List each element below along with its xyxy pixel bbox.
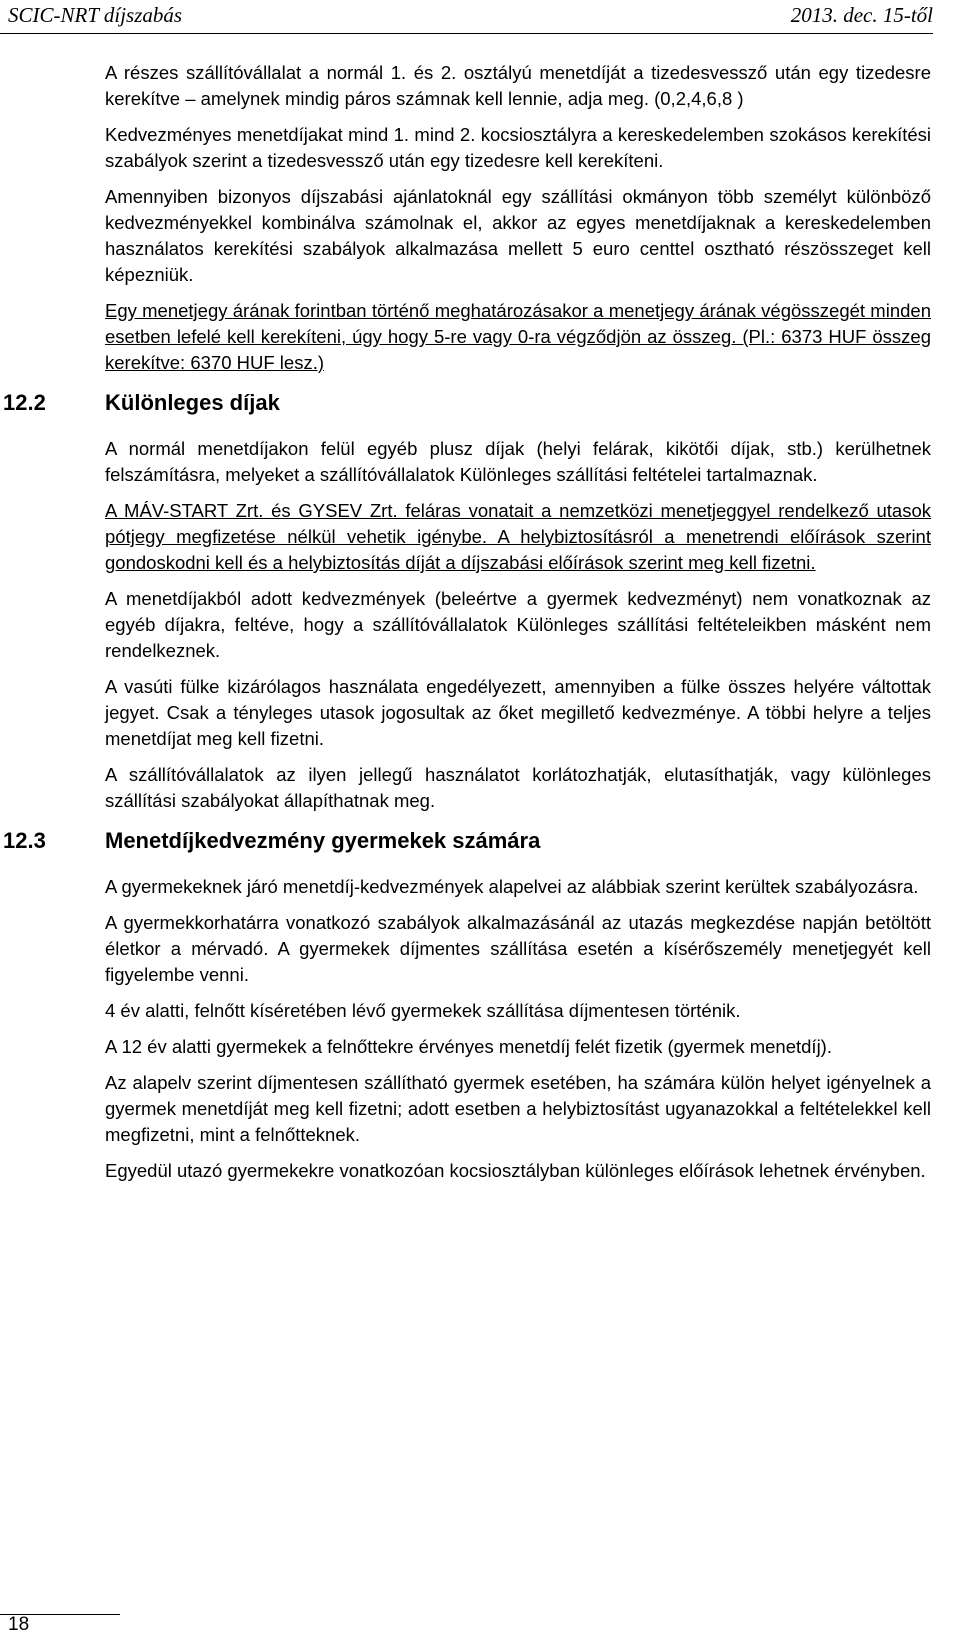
paragraph-compartment-use: A vasúti fülke kizárólagos használata engedélyezett, amennyiben a fülke összes helyére váltottak jegyet. Csak a tényleges utasok jogosultak az őket megillető kedvezménye. A többi helyre a teljes menetdíjat meg kell fizetni.: [105, 676, 931, 749]
paragraph-under-4-free: 4 év alatti, felnőtt kíséretében lévő gyermekek szállítása díjmentesen történik.: [105, 1000, 741, 1021]
document-title: SCIC-NRT díjszabás: [8, 3, 183, 27]
document-date: 2013. dec. 15-től: [790, 3, 933, 27]
paragraph-forint-rounding: Egy menetjegy árának forintban történő meghatározásakor a menetjegy árának végösszegét minden esetben lefelé kell kerekíteni, úgy hogy 5-re vagy 0-ra végződjön az összeg. (Pl.: 6373 HUF összeg kerekítve: 6370 HUF lesz.): [105, 300, 931, 373]
paragraph-under-12-half: A 12 év alatti gyermekek a felnőttekre érvényes menetdíj felét fizetik (gyermek menetdíj).: [105, 1036, 832, 1057]
section-number: 12.2: [3, 390, 46, 415]
header-divider: [0, 33, 933, 34]
section-title: Menetdíjkedvezmény gyermekek számára: [105, 828, 541, 853]
paragraph-separate-seat: Az alapelv szerint díjmentesen szállítható gyermek esetében, ha számára külön helyet igényelnek a gyermek menetdíját meg kell fizetni; adott esetben a helybiztosítást ugyanazokkal a feltételekkel kell megfizetni, mint a felnőtteknek.: [105, 1072, 931, 1145]
paragraph-mav-gysev-supplement: A MÁV-START Zrt. és GYSEV Zrt. feláras vonatait a nemzetközi menetjeggyel rendelkező utasok pótjegy megfizetése nélkül vehetik igénybe. A helybiztosításról a menetrendi előírások szerint gondoskodni kell és a helybiztosítás díját a díjszabási előírások szerint meg kell fizetni.: [105, 500, 931, 573]
section-title: Különleges díjak: [105, 390, 280, 415]
paragraph-rounding-normal: A részes szállítóvállalat a normál 1. és 2. osztályú menetdíját a tizedesvessző után egy tizedesre kerekítve – amelynek mindig páros számnak kell lennie, adja meg. (0,2,4,6,8 ): [105, 62, 931, 109]
section-number: 12.3: [3, 828, 46, 853]
page-body: [3, 60, 931, 1194]
paragraph-age-limit: A gyermekkorhatárra vonatkozó szabályok alkalmazásánál az utazás megkezdése napján betöltött életkor a mérvadó. A gyermekek díjmentes szállítása esetén a kísérőszemély menetjegyét kell figyelembe venni.: [105, 912, 931, 985]
page-number: 18: [8, 1614, 30, 1635]
page-header: [8, 0, 933, 36]
paragraph-unaccompanied: Egyedül utazó gyermekekre vonatkozóan kocsiosztályban különleges előírások lehetnek érvényben.: [105, 1160, 926, 1181]
paragraph-carrier-restrictions: A szállítóvállalatok az ilyen jellegű használatot korlátozhatják, elutasíthatják, vagy különleges szállítási szabályokat állapíthatnak meg.: [105, 764, 931, 811]
paragraph-child-principles: A gyermekeknek járó menetdíj-kedvezmények alapelvei az alábbiak szerint kerültek szabályozásra.: [105, 876, 919, 897]
paragraph-extra-fees: A normál menetdíjakon felül egyéb plusz díjak (helyi felárak, kikötői díjak, stb.) kerülhetnek felszámításra, melyeket a szállítóvállalatok Különleges szállítási feltételei tartalmaznak.: [105, 438, 931, 485]
section-heading-12-3: [3, 826, 931, 856]
paragraph-combined-discounts: Amennyiben bizonyos díjszabási ajánlatoknál egy szállítási okmányon több személyt különböző kedvezményekkel kombinálva számolnak el, akkor az egyes menetdíjaknak a kereskedelemben használatos kerekítési szabályok alkalmazása mellett 5 euro centtel osztható részösszeget kell képezniük.: [105, 186, 931, 285]
section-heading-12-2: [3, 388, 931, 418]
paragraph-rounding-discount: Kedvezményes menetdíjakat mind 1. mind 2. kocsiosztályra a kereskedelemben szokásos kerekítési szabályok szerint a tizedesvessző után egy tizedesre kell kerekíteni.: [105, 124, 931, 171]
paragraph-discount-scope: A menetdíjakból adott kedvezmények (beleértve a gyermek kedvezményt) nem vonatkoznak az egyéb díjakra, feltéve, hogy a szállítóvállalatok Különleges szállítási feltételeikben másként nem rendelkeznek.: [105, 588, 931, 661]
